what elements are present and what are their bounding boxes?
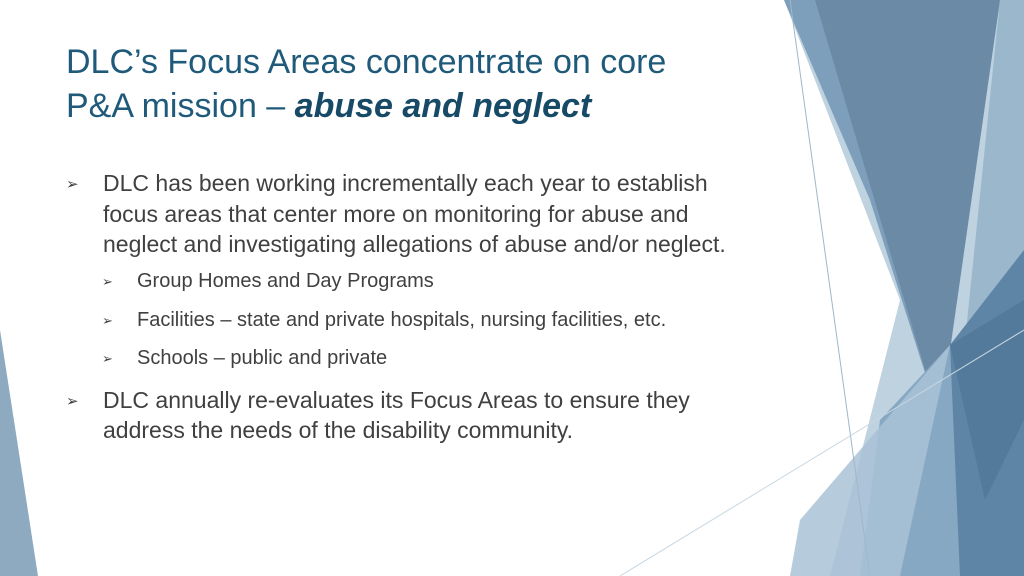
bullet-item	[66, 168, 766, 260]
arrow-bullet-icon: ➢	[66, 176, 79, 193]
bullet-list	[66, 168, 766, 446]
arrow-bullet-icon: ➢	[102, 273, 113, 289]
bullet-item	[66, 385, 766, 446]
sub-bullet-item	[102, 268, 766, 294]
arrow-bullet-icon: ➢	[102, 350, 113, 366]
arrow-bullet-icon: ➢	[66, 392, 79, 410]
bullet-text: DLC annually re-evaluates its Focus Areas to ensure they address the needs of the disability community.	[103, 386, 690, 443]
slide-title	[66, 40, 786, 128]
title-emphasis: abuse and neglect	[294, 87, 592, 125]
sub-bullet-item	[102, 345, 766, 371]
sub-bullet-text: Facilities – state and private hospitals, nursing facilities, etc.	[137, 308, 667, 331]
arrow-bullet-icon: ➢	[102, 312, 113, 328]
title-line-1: DLC’s Focus Areas concentrate on core	[66, 43, 667, 81]
bullet-text: DLC has been working incrementally each year to establish focus areas that center more on monitoring for abuse and neglect and investigating allegations of abuse and/or neglect.	[103, 170, 726, 257]
sub-bullet-text: Schools – public and private	[137, 346, 388, 369]
sub-bullet-text: Group Homes and Day Programs	[137, 269, 434, 292]
title-line-2-prefix: P&A mission –	[66, 87, 295, 125]
sub-bullet-item	[102, 307, 766, 333]
